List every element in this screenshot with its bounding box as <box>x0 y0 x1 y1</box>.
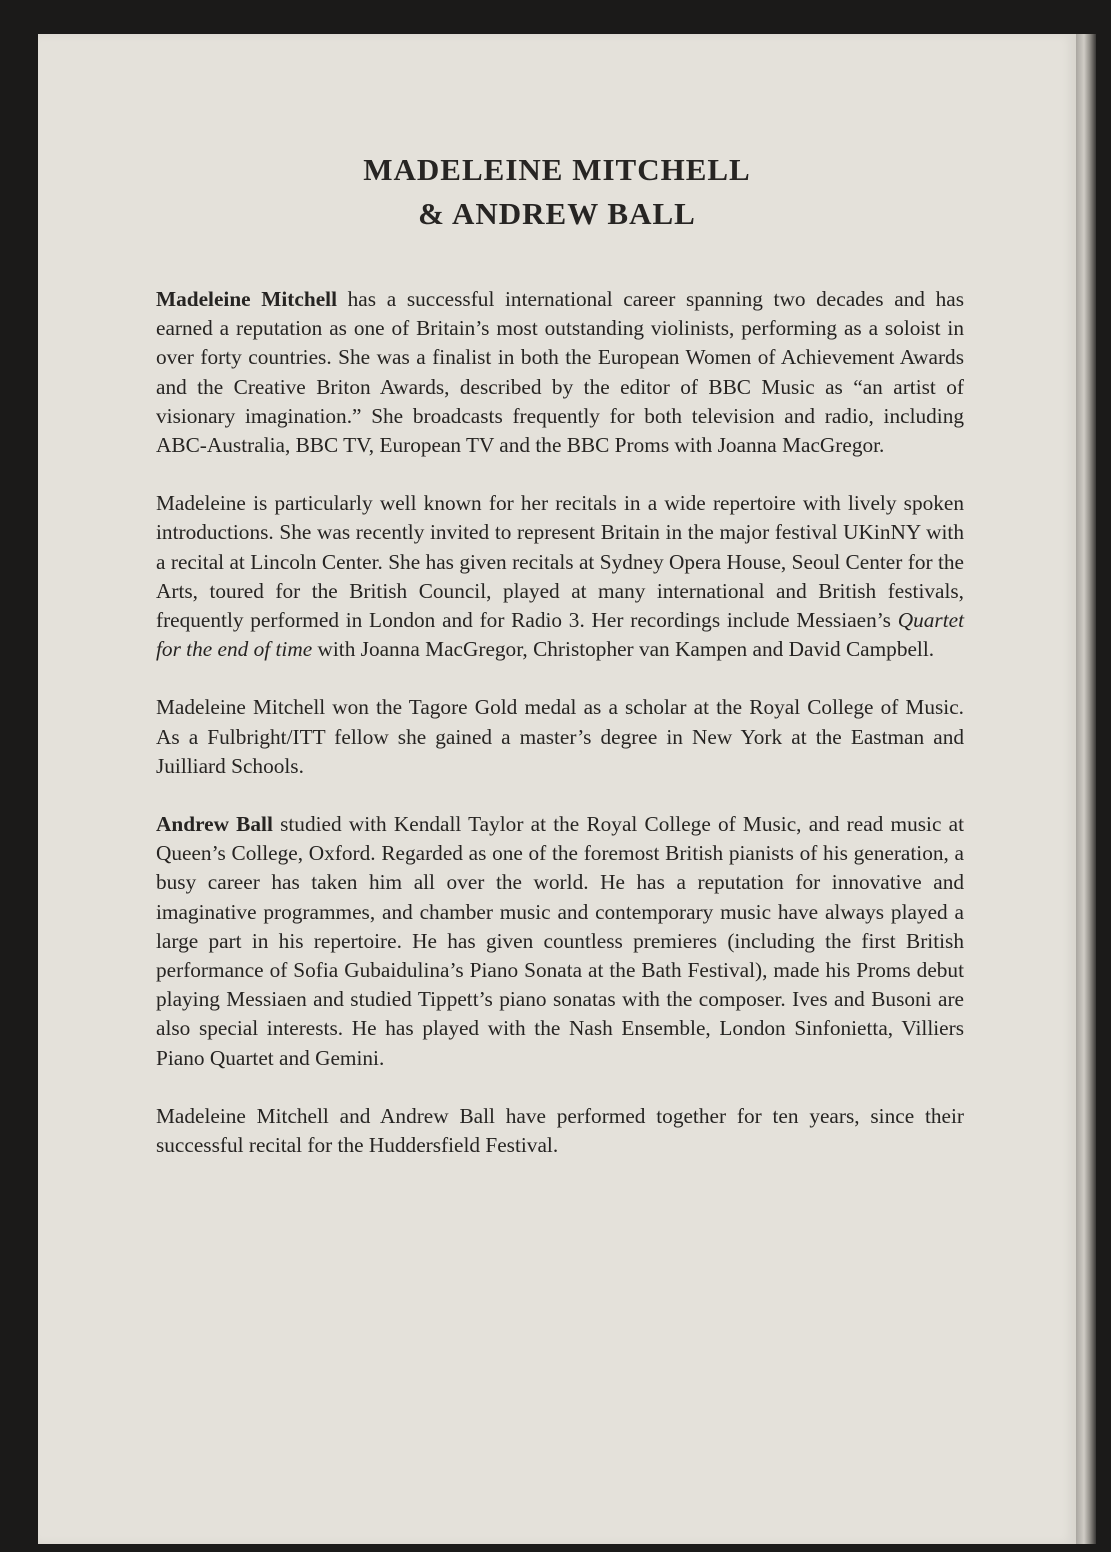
paragraph-text: Madeleine Mitchell won the Tagore Gold medal as a scholar at the Royal College of Music. As a Fulbright/ITT fellow she gained a master’s degree in New York at the Eastman and Juilliard Schools. <box>156 695 964 778</box>
paragraph-mitchell-education <box>156 693 964 781</box>
paragraph-ball-career <box>156 810 964 1073</box>
paragraph-text: studied with Kendall Taylor at the Royal College of Music, and read music at Queen’s College, Oxford. Regarded as one of the foremost British pianists of his generation, a busy career has taken him all over the world. He has a reputation for innovative and imaginative programmes, and chamber music and contemporary music have always played a large part in his repertoire. He has given countless premieres (including the first British performance of Sofia Gubaidulina’s Piano Sonata at the Bath Festival), made his Proms debut playing Messiaen and studied Tippett’s piano sonatas with the composer. Ives and Busoni are also special interests. He has played with the Nash Ensemble, London Sinfonietta, Villiers Piano Quartet and Gemini. <box>156 812 964 1070</box>
name-madeleine-mitchell: Madeleine Mitchell <box>156 287 337 311</box>
name-andrew-ball: Andrew Ball <box>156 812 273 837</box>
paragraph-text: Madeleine Mitchell and Andrew Ball have performed together for ten years, since their successful recital for the Huddersfield Festival. <box>156 1103 964 1158</box>
title-line-2: & ANDREW BALL <box>418 196 696 231</box>
paragraph-text: has a successful international career spanning two decades and has earned a reputation as one of Britain’s most outstanding violinists, performing as a soloist in over forty countries. She was a finalist in both the European Women of Achievement Awards and the Creative Briton Awards, described by the editor of BBC Music as “an artist of visionary imagination.” She broadcasts frequently for both television and radio, including ABC-Australia, BBC TV, European TV and the BBC Proms with Joanna MacGregor. <box>156 287 964 458</box>
paragraph-text: with Joanna MacGregor, Christopher van Kampen and David Campbell. <box>312 637 935 662</box>
paragraph-mitchell-career <box>156 285 964 460</box>
paragraph-duo <box>156 1102 964 1160</box>
page-title <box>38 148 1076 236</box>
document-page <box>38 34 1076 1544</box>
page-edge <box>1076 34 1096 1544</box>
paragraph-mitchell-recitals <box>156 489 964 664</box>
biography-text <box>156 285 964 1189</box>
paragraph-text: Madeleine is particularly well known for her recitals in a wide repertoire with lively spoken introductions. She was recently invited to represent Britain in the major festival UKinNY with a recital at Lincoln Center. She has given recitals at Sydney Opera House, Seoul Center for the Arts, toured for the British Council, played at many international and British festivals, frequently performed in London and for Radio 3. Her recordings include Messiaen’s <box>156 491 964 633</box>
title-line-1: MADELEINE MITCHELL <box>363 152 751 187</box>
work-title: Quartet for the end of time <box>156 608 964 662</box>
